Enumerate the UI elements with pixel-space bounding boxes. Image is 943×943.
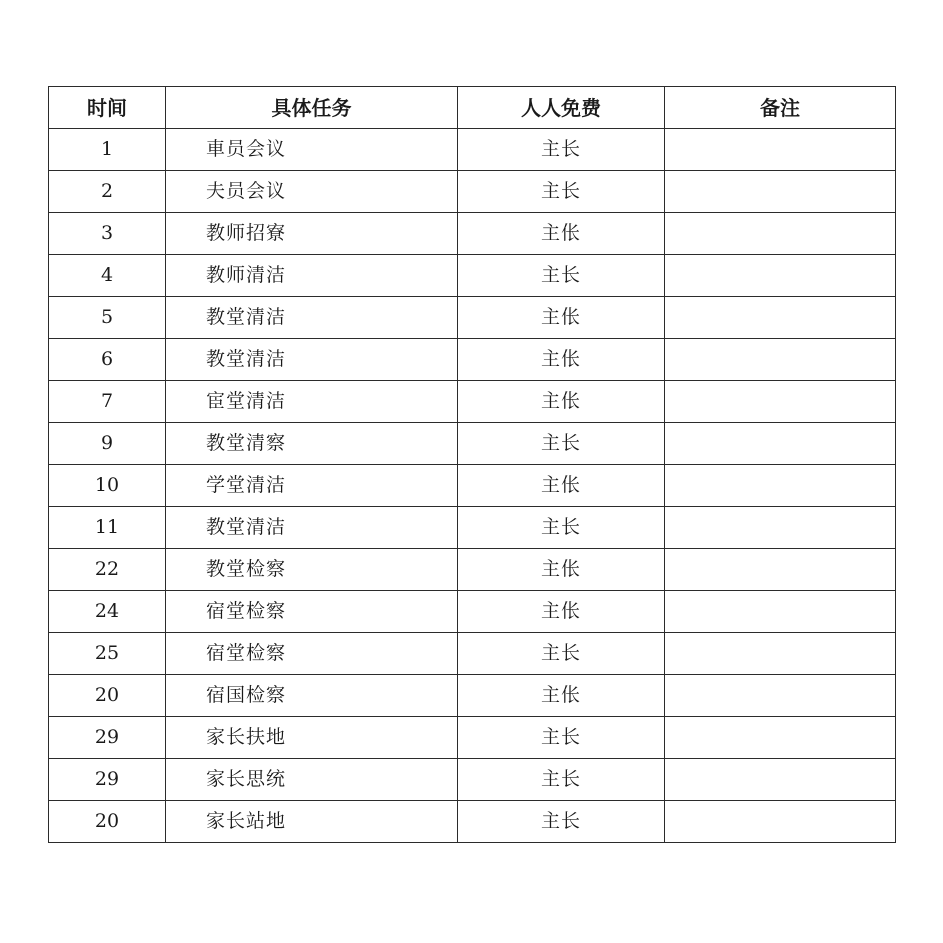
table-row [49,423,896,465]
cell-note [665,549,896,591]
cell-time: 11 [49,507,166,549]
cell-time: 22 [49,549,166,591]
table-row [49,717,896,759]
cell-task: 教堂清洁 [166,297,458,339]
table-row [49,339,896,381]
cell-owner: 主伥 [458,675,665,717]
cell-note [665,465,896,507]
table-row [49,213,896,255]
table-row [49,297,896,339]
cell-owner: 主长 [458,717,665,759]
header-note: 备注 [665,87,896,129]
cell-note [665,297,896,339]
task-schedule-sheet [48,86,895,843]
cell-note [665,213,896,255]
cell-task: 宿堂检察 [166,633,458,675]
cell-owner: 主长 [458,255,665,297]
table-row [49,507,896,549]
cell-owner: 主伥 [458,591,665,633]
cell-time: 10 [49,465,166,507]
header-task: 具体任务 [166,87,458,129]
cell-owner: 主长 [458,801,665,843]
cell-time: 1 [49,129,166,171]
cell-note [665,591,896,633]
cell-time: 9 [49,423,166,465]
cell-task: 車员会议 [166,129,458,171]
table-row [49,591,896,633]
cell-owner: 主长 [458,759,665,801]
header-row [49,87,896,129]
cell-task: 家长扶地 [166,717,458,759]
cell-note [665,171,896,213]
cell-time: 24 [49,591,166,633]
table-row [49,465,896,507]
cell-task: 宦堂清洁 [166,381,458,423]
cell-time: 29 [49,759,166,801]
cell-owner: 主长 [458,507,665,549]
cell-time: 3 [49,213,166,255]
header-time: 时间 [49,87,166,129]
cell-time: 5 [49,297,166,339]
cell-note [665,255,896,297]
header-owner: 人人免费 [458,87,665,129]
cell-owner: 主伥 [458,381,665,423]
cell-task: 夫员会议 [166,171,458,213]
table-row [49,171,896,213]
cell-task: 家长站地 [166,801,458,843]
cell-task: 学堂清洁 [166,465,458,507]
cell-note [665,423,896,465]
table-row [49,129,896,171]
table-row [49,633,896,675]
cell-task: 教师招寮 [166,213,458,255]
table-row [49,255,896,297]
cell-note [665,633,896,675]
cell-time: 2 [49,171,166,213]
cell-task: 教堂检察 [166,549,458,591]
table-row [49,801,896,843]
cell-task: 教堂清察 [166,423,458,465]
table-body [49,129,896,843]
cell-note [665,801,896,843]
cell-owner: 主伥 [458,297,665,339]
table-row [49,759,896,801]
cell-task: 宿国检察 [166,675,458,717]
table-row [49,549,896,591]
cell-task: 教师清洁 [166,255,458,297]
cell-task: 教堂清洁 [166,339,458,381]
cell-note [665,717,896,759]
cell-owner: 主伥 [458,213,665,255]
cell-owner: 主长 [458,129,665,171]
table-row [49,675,896,717]
table-row [49,381,896,423]
cell-note [665,381,896,423]
cell-note [665,675,896,717]
cell-note [665,129,896,171]
cell-owner: 主伥 [458,339,665,381]
cell-time: 25 [49,633,166,675]
cell-note [665,339,896,381]
cell-task: 教堂清洁 [166,507,458,549]
cell-owner: 主长 [458,633,665,675]
cell-time: 20 [49,801,166,843]
table-header [49,87,896,129]
cell-time: 7 [49,381,166,423]
task-table [48,86,896,843]
cell-owner: 主长 [458,423,665,465]
cell-task: 宿堂检察 [166,591,458,633]
cell-time: 4 [49,255,166,297]
cell-time: 20 [49,675,166,717]
cell-owner: 主长 [458,171,665,213]
cell-time: 6 [49,339,166,381]
cell-owner: 主伥 [458,465,665,507]
cell-task: 家长思统 [166,759,458,801]
cell-note [665,507,896,549]
cell-time: 29 [49,717,166,759]
cell-note [665,759,896,801]
cell-owner: 主伥 [458,549,665,591]
